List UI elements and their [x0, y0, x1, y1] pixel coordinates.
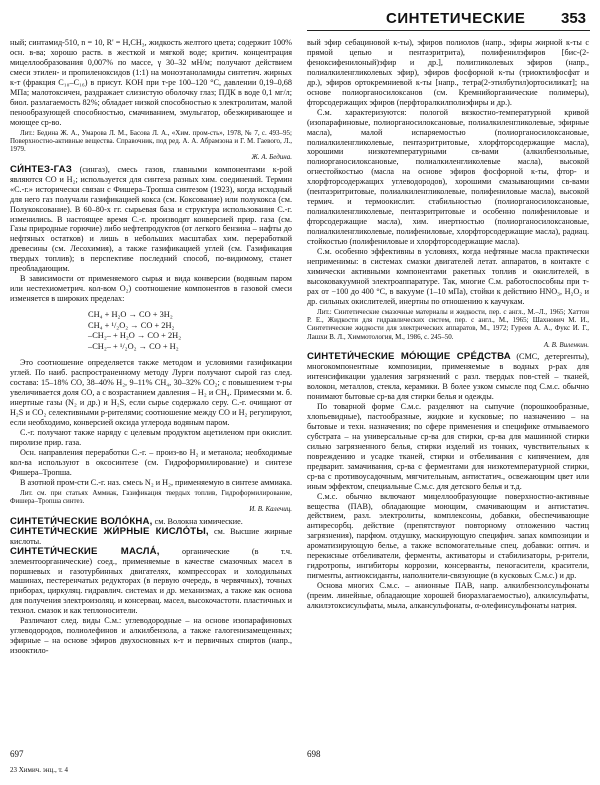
paragraph: С.м.с. обычно включают мицеллообразующие поверхностно-активные вещества (ПАВ), обладающие моющим, смачивающим и антистатич. действием, разл. электролиты, комплексоны, добавки, обеспечивающие антиресорбц. действие (препятствуют повторному отложению частиц загрязнения), парфюм. отдушку, маскирующую специфич. запах композиции и ароматизирующую белье, а также вспомогательные спец. добавки: оптич. и перекисные отбеливатели, ферменты, активаторы и стабилизаторы, р-рители, гидротропы, ингибиторы коррозии, консерванты, пеногасители, красители, пигменты, антиоксиданты, наполнители-связующие (в кусковых С.м.с.) и др.	[307, 491, 589, 581]
entry-synthetic-fatty-acids	[10, 527, 292, 547]
paragraph: Это соотношение определяется также методом и условиями газификации углей. По наиб. распространенному методу Лурги получают сырой газ след. состава: 15–18% CO, 38–40% H₂, 9–11% CH₄, 30–32% CO₂; с повышением т-ры увеличивается доля CO, а с возрастанием давления – H₂ и CH₄. Примесями м. б. инертные газы (N₂ и др.) и H₂S, если сырье содержало серу. С.-г. очищают от H₂S и CO₂ селективными р-рителями; соотношение между CO и H₂ регулируют, если необходимо, конверсией оксида углерода водяным паром.	[10, 358, 292, 428]
header-rule	[307, 30, 590, 31]
entry-synthesis-gas	[10, 165, 292, 274]
paragraph: По товарной форме С.м.с. разделяют на сыпучие (порошкообразные, хлопьевидные), пастообразные, жидкие и кусковые; по назначению – на бытовые и техн. назначения; по сфере применения и специфике отмываемого субстрата – на универсальные ср-ва для стирки, ср-ва для машинной стирки сильно загрязненного белья, стирки изделий из тонких, чувствительных к повреждению и усадке тканей, стирки и отбеливания с кипячением, для предварит. замачивания, ср-ва с ферментами для низкотемпературной стирки, ср-ва с противоусадочным, мягчительным, антистатич., освежающим цвет или иным эффектом, специальные С.м.с. для детского белья и т.д.	[307, 401, 589, 491]
entry-term: СИНТЕТИ́ЧЕСКИЕ ВОЛО́КНА,	[10, 515, 153, 527]
entry-text: органические (в т.ч. элементоорганические) соед., применяемые в качестве смазочных масел в поршневых и газотурбинных двигателях, компрессорах и холодильных машинах, пестеренчатых редукторах (в первую очередь, в червячных), точных приборах, циркуляц. гидравлич. системах и др. механизмах, а также как основа для получения электроизоляц. и консервац. масел, высокочаcтотн. пластичных и технол. смазок и как теплоносители.	[10, 546, 293, 616]
entry-term: СИ́НТЕЗ-ГАЗ	[10, 163, 72, 175]
running-head-page-number: 353	[561, 10, 587, 27]
entry-text: см. Волокна химические.	[154, 516, 243, 526]
equation: –CH₂– + ¹/₂O₂ → CO + H₂	[88, 341, 179, 351]
page-number-right: 698	[307, 749, 321, 759]
equation: CH₄ + ¹/₂O₂ → CO + 2H₂	[88, 320, 175, 330]
left-column	[10, 38, 292, 656]
literature-note	[10, 489, 292, 514]
entry-term: СИНТЕТИ́ЧЕСКИЕ МО́ЮЩИЕ СРЕ́ДСТВА	[307, 351, 511, 363]
paragraph: ный; синтамид-510, n = 10, R' = H,CH₃, жидкость желтого цвета; содержит 100% осн. в-ва; хорошо раств. в жесткой и мягкой воде; критич. концентрация мицеллообразования 0,007% по массе, γ 30–32 мН/м; получают действием смеси этилен- и пропиленоксидов (1:1) на моноэтаноламиды синтетич. жирных к-т (фракция C₁₀–C₁₆) в присут. KOH при т-ре 100–120 °C, давлении 0,19–0,68 МПа; малотоксичен, раздражает слизистую оболочку глаз; ПДК в воде 0,1 мг/л; биол. разлагаемость 82%; обладает низкой способностью к электролитам, малой пенообразующей способностью, смачиванием, эмульгатор, обезжиривающее и моющее ср-во.	[10, 38, 292, 127]
running-head-title: СИНТЕТИЧЕСКИЕ	[386, 10, 526, 27]
literature-text: Лит. см. при статьях Аммиак, Газификация твердых топлив, Гидроформилирование, Фишера–Тропша синтез.	[10, 488, 292, 506]
entry-synthetic-detergents	[307, 352, 589, 402]
volume-note: 23 Химич. энц., т. 4	[10, 766, 69, 774]
entry-term: СИНТЕТИ́ЧЕСКИЕ ЖИ́РНЫЕ КИСЛО́ТЫ,	[10, 525, 209, 537]
equation: CH₄ + H₂O → CO + 3H₂	[88, 310, 173, 320]
entry-text: см. Высшие жирные кислоты.	[10, 526, 292, 546]
paragraph: вый эфир себациновой к-ты), эфиров полиолов (напр., эфиры жирной к-ты с прямой цепью и пентаэритрита), полифенилэфиров [бис-(2-феноксифенилоный)эфир и др.], полигликолевых эфиров (напр., полиалкиленгликолевых эфир), эфиров фосфорной к-ты (триоктилфосфат и др.), эфиров ортокремниевой к-ты [напр., тетра(2-этилбутил)ортосиликат]; на основе полиорганосилоксанов (см. Кремнийорганические полимеры), фторсодержащих эфиров (перфторалкилполиэфиры и др.).	[307, 38, 589, 107]
right-column	[307, 38, 589, 611]
paragraph: Различают след. виды С.м.: углеводородные – на основе изопарафиновых углеводородов, полиолефинов и алкилбензола, а также галогенизамещенных; эфирные – на основе эфиров двухосновных к-т и первичных спиртов (напр., изооктило-	[10, 616, 292, 656]
paragraph: В азотной пром-сти С.-г. наз. смесь N₂ и H₂, применяемую в синтезе аммиака.	[20, 477, 293, 487]
literature-text: Лит.: Бедина Ж. А., Умарова Л. М., Басова Л. А., «Хим. пром-сть», 1978, № 7, с. 493–95; Поверхностно-активные вещества. Справочник, под ред. А. А. Абрамзона и Г. М. Гаевого, Л., 1979.	[10, 128, 292, 154]
author-signature: Ж. А. Бедина.	[251, 153, 292, 162]
author-signature: И. В. Калечиц.	[249, 505, 292, 514]
paragraph: С.м. особенно эффективны в условиях, когда нефтяные масла практически неприменимы: в системах смазки двигателей летат. аппаратов, в контакте с химически активными компонентами ракетных топлив и окислителей, в высоковакуумной электроаппаратуре. Так, многие С.м. работоспособны при т-рах от −100 до 400 °C, в вакууме (1–10 мПа), стойки к действию HNO₃, H₂O₂ и др. сильных окислителей, инертны по отношению к каучукам.	[307, 247, 589, 306]
paragraph: Осн. направления переработки С.-г. – произ-во H₂ и метанола; необходимые кол-ва используют в оксосинтезе (см. Гидроформилирование) и синтезе Фишера–Тропша.	[10, 448, 292, 477]
entry-term: СИНТЕТИ́ЧЕСКИЕ МАСЛА́,	[10, 545, 160, 557]
entry-synthetic-oils	[10, 547, 292, 617]
equation: –CH₂– + H₂O → CO + 2H₂	[88, 331, 182, 341]
page-number-left: 697	[10, 749, 24, 759]
literature-note	[307, 308, 589, 349]
entry-text: (СМС, детергенты), многокомпонентные композиции, применяемые в водных р-рах для интенсификации удаления загрязнений с разл. твердых пов-стей – тканей, волокон, металлов, стекла, керамики. В более узком смысле под С.м.с. обычно понимают бытовые ср-ва для стирки белья и одежды.	[307, 352, 589, 402]
paragraph: Основа многих С.м.с. – анионные ПАВ, напр. алкилбензолсульфонаты (преим. линейные, обладающие хорошей биоразлагаемостью), алкилсульфаты, алкилэтоксисульфаты, мыла, алкансульфонаты, α-олефинсульфонаты натрия.	[307, 581, 589, 611]
literature-note	[10, 129, 292, 162]
paragraph: С.м. характеризуются: пологой вязкостно-температурной кривой (изопарафиновые, полиорганосилоксановые, полиалкиленгликолевые, эфирные масла), малой испаряемостью (полиорганосилоксановые, полиалкиленгликолевые, пентаэритритовые, хлорфторсодержащие масла), хорошими низкотемпературными св-вами (алкилбензольные, полиорганосилоксановые, полиалкиленгликолевые масла), высокой огнестойкостью (масла на основе эфиров фосфорной к-ты, фтор- и хлорфторсодержащих углеводородов), хорошими смазывающими св-вами (пентаэритритовые, полиалкиленгликолевые, полифениловые масла), высокой термич. и термоокислит. стабильностью (полиорганосилоксановые, полиалкиленгликолевые, пентаэритритовые и особенно полифениловые и фторсодержащие масла), хим. инертностью (полиорганосилоксановые, полиалкиленгликолевые, полифениловые, хлорфторсодержащие масла), радиац. стойкостью (полифениловые и хлорфторсодержащие масла).	[307, 107, 589, 247]
paragraph: С.-г. получают также наряду с целевым продуктом ацетиленом при окислит. пиролизе прир. газа.	[10, 428, 292, 448]
entry-text: (сингаз), смесь газов, главными компонентами к-рой являются CO и H₂; используется для синтеза разных хим. соединений. Термин «С.-г.» исторически связан с Фишера–Тропша синтезом (1923), когда исходный для него газ получали газификацией кокса (см. Коксование) или полукокса (см. Полукоксование). В 60–80-х гг. сырьевая база и структура использования С.-г. изменились. В настоящее время С.-г. производят конверсией прир. газа (см. Газы природные горючие) либо нефтепродуктов (от легкого бензина – нафты до нефтяных остатков) и лишь в небольших масштабах хим. переработкой древесины (см. Лесохимия), а также газификацией углей (см. Газификация твердых топлив); в перспективе последний способ, по-видимому, станет преобладающим.	[10, 164, 292, 274]
literature-text: Лит.: Синтетические смазочные материалы и жидкости, пер. с англ., М.–Л., 1965; Хаттон Р. Е., Жидкости для гидравлических систем, пер. с англ., М., 1965; Шахнович М. И., Синтетические жидкости для электрических аппаратов, М., 1972; Гуреев А. А., Фукс И. Г., Лашхи В. Л., Химмотология, М., 1986, с. 245–50.	[307, 307, 589, 341]
equation-block	[88, 310, 292, 352]
author-signature: А. В. Виленкин.	[543, 340, 589, 349]
paragraph: В зависимости от применяемого сырья и вида конверсии (водяным паром или нестехиометрич. кол-вом O₂) соотношение компонентов в газовой смеси изменяется в широких пределах:	[10, 274, 292, 304]
